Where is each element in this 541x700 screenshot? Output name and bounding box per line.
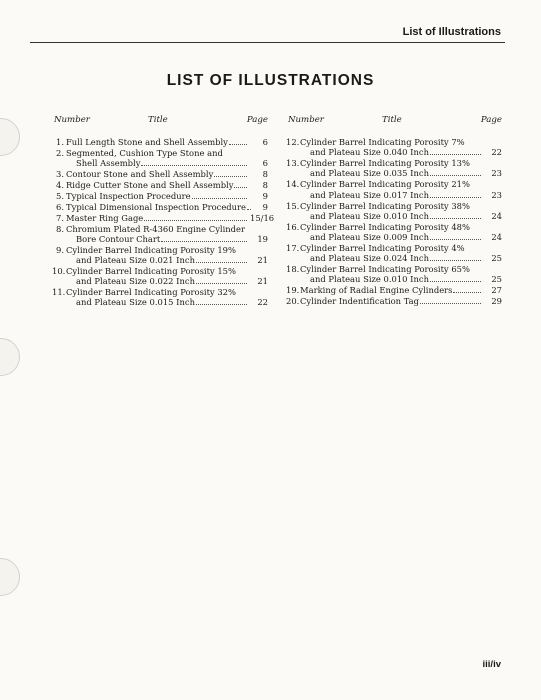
entry-title-text: and Plateau Size 0.010 Inch xyxy=(310,274,429,285)
dot-leader xyxy=(141,165,247,166)
entry-number: 19. xyxy=(286,285,300,296)
entry-number: 16. xyxy=(286,221,300,232)
entry-number: 10. xyxy=(52,265,66,276)
header-page: Page xyxy=(480,115,502,125)
illustration-entry xyxy=(286,296,502,306)
entry-page: 21 xyxy=(257,255,268,266)
entry-number: 15. xyxy=(286,200,300,211)
illustration-entry xyxy=(286,264,502,285)
header-number: Number xyxy=(54,115,90,125)
entry-title-line xyxy=(66,255,268,265)
dot-leader xyxy=(196,262,247,263)
entry-title-line xyxy=(300,222,502,232)
entry-title-line xyxy=(66,212,275,223)
dot-leader xyxy=(214,176,247,177)
page-title: LIST OF ILLUSTRATIONS xyxy=(166,72,375,89)
illustration-entry xyxy=(52,137,268,147)
entry-page: 9 xyxy=(262,190,268,201)
entry-page: 8 xyxy=(262,179,268,190)
entry-title-text: and Plateau Size 0.040 Inch xyxy=(310,147,429,158)
entry-title-line xyxy=(300,190,502,200)
illustrations-column-right xyxy=(286,115,502,307)
entry-page: 24 xyxy=(491,210,502,221)
illustration-entry xyxy=(52,202,268,212)
running-head: List of Illustrations xyxy=(402,26,501,38)
entry-title-text: and Plateau Size 0.010 Inch xyxy=(310,210,429,221)
entry-title-line xyxy=(300,158,502,168)
illustration-entry xyxy=(52,224,268,245)
entry-title-text: and Plateau Size 0.009 Inch xyxy=(310,232,429,243)
entry-number: 9. xyxy=(56,244,64,255)
entry-number: 7. xyxy=(56,212,64,223)
dot-leader xyxy=(430,281,481,282)
entry-page: 15/16 xyxy=(250,212,275,223)
entry-title-text: Full Length Stone and Shell Assembly xyxy=(66,137,228,147)
dot-leader xyxy=(430,218,481,219)
page-number: iii/iv xyxy=(482,659,501,670)
entry-title-line xyxy=(66,191,268,201)
illustrations-column-left xyxy=(52,115,275,308)
binder-hole xyxy=(0,338,20,376)
entry-title-line xyxy=(66,234,268,244)
entry-page: 25 xyxy=(491,274,502,285)
entry-number: 17. xyxy=(286,242,300,253)
illustration-entry xyxy=(52,212,275,223)
entry-title-line xyxy=(66,202,268,212)
illustration-entry xyxy=(52,266,268,287)
binder-hole xyxy=(0,118,20,156)
column-header xyxy=(286,115,502,129)
entry-title-text: Chromium Plated R-4360 Engine Cylinder xyxy=(66,223,245,234)
entry-title-line xyxy=(66,169,268,179)
entry-number: 1. xyxy=(56,137,64,147)
entry-title-text: Cylinder Indentification Tag xyxy=(300,296,420,307)
illustration-entry xyxy=(286,285,502,295)
entry-title-text: and Plateau Size 0.035 Inch xyxy=(310,168,429,179)
entry-title-text: Segmented, Cushion Type Stone and xyxy=(66,147,223,158)
entry-title-line xyxy=(300,243,502,253)
entry-title-text: Cylinder Barrel Indicating Porosity 4% xyxy=(300,242,465,253)
illustration-entry xyxy=(52,287,268,308)
entry-title-line xyxy=(66,245,268,255)
entry-page: 24 xyxy=(491,232,502,243)
entry-page: 21 xyxy=(257,276,268,287)
entry-title-text: Marking of Radial Engine Cylinders xyxy=(300,285,453,296)
entry-title-line xyxy=(300,274,502,284)
entry-number: 6. xyxy=(56,201,64,212)
dot-leader xyxy=(453,292,481,293)
entry-title-text: and Plateau Size 0.015 Inch xyxy=(76,297,195,308)
entry-page: 23 xyxy=(491,189,502,200)
dot-leader xyxy=(430,175,481,176)
entry-title-text: and Plateau Size 0.022 Inch xyxy=(76,276,195,287)
entry-title-line xyxy=(300,296,502,306)
entry-title-text: Cylinder Barrel Indicating Porosity 48% xyxy=(300,221,470,232)
entry-number: 12. xyxy=(286,137,300,147)
entry-title-line xyxy=(300,137,502,147)
entry-title-line xyxy=(66,297,268,307)
entry-page: 19 xyxy=(257,233,268,244)
entry-title-line xyxy=(66,276,268,286)
illustration-entry xyxy=(52,245,268,266)
entry-title-text: Shell Assembly xyxy=(76,158,141,169)
illustration-entry xyxy=(286,243,502,264)
entry-title-text: Cylinder Barrel Indicating Porosity 7% xyxy=(300,137,465,147)
entry-list xyxy=(286,137,502,307)
entry-title-text: Typical Inspection Procedure xyxy=(66,190,191,201)
entry-title-text: and Plateau Size 0.017 Inch xyxy=(310,189,429,200)
entry-title-text: Ridge Cutter Stone and Shell Assembly xyxy=(66,179,234,190)
header-page: Page xyxy=(246,115,268,125)
dot-leader xyxy=(161,241,247,242)
entry-title-text: Cylinder Barrel Indicating Porosity 65% xyxy=(300,264,470,275)
entry-page: 29 xyxy=(491,296,502,307)
dot-leader xyxy=(192,198,247,199)
illustration-entry xyxy=(286,158,502,179)
header-rule xyxy=(30,42,505,43)
entry-title-text: Cylinder Barrel Indicating Porosity 38% xyxy=(300,200,470,211)
entry-number: 11. xyxy=(52,287,66,298)
illustration-entry xyxy=(52,169,268,179)
illustration-entry xyxy=(52,180,268,190)
dot-leader xyxy=(196,304,247,305)
header-title: Title xyxy=(148,115,168,125)
entry-number: 20. xyxy=(286,296,300,307)
entry-title-line xyxy=(66,287,268,297)
dot-leader xyxy=(234,187,247,188)
entry-title-text: and Plateau Size 0.021 Inch xyxy=(76,255,195,266)
entry-title-line xyxy=(66,266,268,276)
entry-title-text: Cylinder Barrel Indicating Porosity 19% xyxy=(66,244,236,255)
dot-leader xyxy=(430,260,481,261)
entry-list xyxy=(52,137,275,308)
entry-title-line xyxy=(66,158,268,168)
entry-title-line xyxy=(300,201,502,211)
header-number: Number xyxy=(288,115,324,125)
dot-leader xyxy=(430,154,481,155)
entry-title-line xyxy=(66,148,268,158)
entry-title-text: Cylinder Barrel Indicating Porosity 13% xyxy=(300,158,470,169)
entry-page: 9 xyxy=(262,201,268,212)
entry-title-line xyxy=(66,224,268,234)
entry-title-text: Typical Dimensional Inspection Procedure xyxy=(66,201,247,212)
entry-title-line xyxy=(300,232,502,242)
entry-title-text: Master Ring Gage xyxy=(66,212,144,223)
dot-leader xyxy=(420,303,481,304)
entry-page: 22 xyxy=(257,297,268,308)
illustration-entry xyxy=(52,148,268,169)
dot-leader xyxy=(229,144,247,145)
entry-title-line xyxy=(300,264,502,274)
entry-title-text: Bore Contour Chart xyxy=(76,233,161,244)
dot-leader xyxy=(430,197,481,198)
entry-title-line xyxy=(300,168,502,178)
entry-title-text: and Plateau Size 0.024 Inch xyxy=(310,253,429,264)
entry-number: 18. xyxy=(286,264,300,275)
entry-page: 22 xyxy=(491,147,502,158)
entry-title-text: Cylinder Barrel Indicating Porosity 15% xyxy=(66,265,236,276)
dot-leader xyxy=(247,209,251,210)
entry-number: 3. xyxy=(56,169,64,180)
entry-number: 13. xyxy=(286,158,300,169)
entry-number: 5. xyxy=(56,190,64,201)
entry-number: 8. xyxy=(56,223,64,234)
illustration-entry xyxy=(286,137,502,158)
entry-title-line xyxy=(300,285,502,295)
entry-page: 23 xyxy=(491,168,502,179)
entry-title-line xyxy=(300,211,502,221)
illustration-entry xyxy=(286,179,502,200)
column-header xyxy=(52,115,268,129)
entry-number: 2. xyxy=(56,147,64,158)
entry-title-line xyxy=(300,253,502,263)
illustration-entry xyxy=(52,191,268,201)
entry-title-text: Contour Stone and Shell Assembly xyxy=(66,169,214,180)
entry-title-text: Cylinder Barrel Indicating Porosity 32% xyxy=(66,287,236,298)
entry-number: 4. xyxy=(56,179,64,190)
entry-title-line xyxy=(66,137,268,147)
header-title: Title xyxy=(382,115,402,125)
illustration-entry xyxy=(286,222,502,243)
entry-page: 6 xyxy=(262,158,268,169)
entry-page: 25 xyxy=(491,253,502,264)
entry-number: 14. xyxy=(286,179,300,190)
entry-title-line xyxy=(300,147,502,157)
dot-leader xyxy=(430,239,481,240)
entry-title-line xyxy=(300,179,502,189)
entry-title-text: Cylinder Barrel Indicating Porosity 21% xyxy=(300,179,470,190)
illustration-entry xyxy=(286,201,502,222)
dot-leader xyxy=(144,220,247,221)
entry-title-line xyxy=(66,180,268,190)
entry-page: 27 xyxy=(491,285,502,296)
entry-page: 8 xyxy=(262,169,268,180)
dot-leader xyxy=(196,283,247,284)
binder-hole xyxy=(0,558,20,596)
entry-page: 6 xyxy=(262,137,268,147)
